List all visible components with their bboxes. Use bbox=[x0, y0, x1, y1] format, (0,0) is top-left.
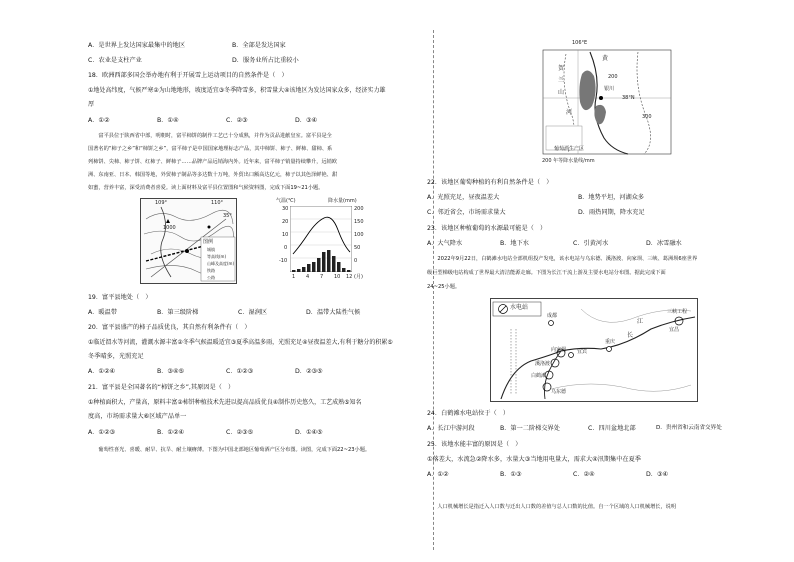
climate-chart bbox=[276, 198, 366, 284]
q18-option-b: B．①④ bbox=[157, 117, 179, 124]
climate-p-tick-4: 50 bbox=[354, 245, 361, 251]
q19-option-d: D．温带大陆性气候 bbox=[306, 309, 361, 316]
q25-option-d: D．③④ bbox=[646, 471, 669, 478]
q25-option-c: C．②④ bbox=[573, 471, 595, 478]
q20-option-b: B．③④⑤ bbox=[157, 368, 185, 375]
climate-plot bbox=[290, 206, 352, 272]
q20-option-a: A．①②④ bbox=[88, 368, 116, 375]
map2-char-river: 河 bbox=[566, 109, 573, 116]
q19-option-a: A．暖温带 bbox=[88, 309, 117, 316]
climate-month-7: 7 bbox=[320, 274, 324, 280]
q22-stem: 22．该地区葡萄种植的有利自然条件是（ ） bbox=[427, 179, 553, 186]
map1-legend-town: 城镇 bbox=[207, 247, 215, 252]
climate-precip-axis-label: 降水量(mm) bbox=[328, 198, 357, 204]
q17-option-b: B．全部是发达国家 bbox=[232, 42, 286, 49]
q20-option-c: C．①②③ bbox=[226, 368, 254, 375]
q19-option-b: B．第三级阶梯 bbox=[157, 309, 199, 316]
q22-option-b: B．地势平坦，河湖众多 bbox=[578, 194, 645, 201]
map2-char-huang: 黄 bbox=[602, 55, 609, 62]
q20-stem: 20．富平县盛产的柿子品质优良，其自然有利条件有（ ） bbox=[88, 324, 251, 331]
q25-items: ①落差大，水流急②降水多，水量大③当地用电量大，需求大④汛期集中在夏季 bbox=[427, 456, 641, 463]
fuping-location-map bbox=[140, 198, 237, 284]
map2-legend-production: 葡萄酒生产区 bbox=[554, 146, 585, 152]
map3-city-yichang: 宜昌 bbox=[669, 327, 680, 333]
map3-city-yibin: 宜宾 bbox=[577, 349, 588, 355]
map2-isoline-300: 300 bbox=[642, 114, 652, 120]
map1-legend-title: 图例 bbox=[203, 239, 214, 245]
climate-t-tick-3: 10 bbox=[282, 232, 289, 238]
q25-stem: 25．该地水能丰富的原因是（ ） bbox=[427, 441, 522, 448]
climate-t-tick-5: -10 bbox=[279, 258, 288, 264]
map2-city: 银川 bbox=[604, 86, 615, 92]
q24-option-d: D．贵州省和云南省交界处 bbox=[656, 425, 722, 431]
q19-option-c: C．湿润区 bbox=[238, 309, 268, 316]
map3-river-jiang: 江 bbox=[637, 318, 644, 325]
passage4: 人口机械增长是指迁入人口数与迁出人口数的差值与总人口数的比值。自一个区域的人口机械增长，说明 bbox=[427, 504, 677, 510]
passage1-line4: 洲、东南亚、日本、韩国等地，外贸柿子制品等多达数十万吨，外贸出口额高达亿元，柿子以其色泽鲜艳、甜 bbox=[88, 172, 338, 178]
q24-option-a: A．长江中游河段 bbox=[427, 425, 475, 432]
q20-option-d: D．②③⑤ bbox=[295, 368, 323, 375]
climate-t-tick-1: 30 bbox=[282, 206, 289, 212]
q22-option-a: A．光照充足，昼夜温差大 bbox=[427, 194, 500, 201]
map2-char-shan: 山 bbox=[558, 89, 565, 96]
map1-peak: 1000 bbox=[163, 225, 176, 231]
map2-lng: 106°E bbox=[572, 40, 588, 46]
q21-option-c: C．②③⑤ bbox=[226, 429, 254, 436]
q21-option-b: B．①②④ bbox=[157, 429, 185, 436]
passage3-line1: 2022年9月22日，白鹤滩水电站全部机组投产发电，该水电站与乌东德、溪洛渡、向家坝、三峡、葛洲坝6座世界 bbox=[427, 256, 698, 262]
q21-stem: 21．富平县是全国著名的“柿饼之乡”,其原因是（ ） bbox=[88, 384, 235, 391]
passage3-line2: 级巨型梯级电站构成了世界最大清洁能源走廊。下图为长江干流上游及主要水电站分布图。据此完成下面 bbox=[427, 270, 666, 276]
climate-month-unit: (月) bbox=[354, 274, 363, 280]
q18-option-a: A．①② bbox=[88, 117, 110, 124]
map2-char-he: 贺 bbox=[558, 65, 565, 72]
climate-p-tick-2: 150 bbox=[354, 219, 364, 225]
map3-station-xiluodu: 溪洛渡 bbox=[535, 361, 551, 367]
climate-month-12: 12 bbox=[346, 274, 353, 280]
q17-option-c: C．农业是支柱产业 bbox=[88, 57, 142, 64]
map1-lat1: 35° bbox=[223, 213, 232, 219]
map3-title: 水电站 bbox=[510, 304, 529, 311]
q21-option-a: A．①②③ bbox=[88, 429, 116, 436]
climate-p-tick-3: 100 bbox=[354, 232, 364, 238]
climate-month-10: 10 bbox=[334, 274, 341, 280]
map2-legend-isoline: 200 年等降水量线/mm bbox=[542, 158, 595, 164]
map1-legend-peak: 山峰及高度(m) bbox=[207, 261, 235, 266]
climate-t-tick-4: 0 bbox=[284, 245, 288, 251]
q23-option-b: B．地下水 bbox=[500, 240, 529, 247]
passage1-line2: 国著名的“柿子之乡”和“柿饼之乡”，富平柿子是中国国家地理标志产品，其中柿饼、柿子、鲜柿、甜柿、系 bbox=[88, 146, 333, 152]
map1-legend-rail: 铁路 bbox=[207, 268, 215, 273]
map1-lng1: 109° bbox=[155, 200, 168, 206]
map3-station-sanxia: 三峡工程 bbox=[667, 309, 688, 315]
q25-option-b: B．①③ bbox=[500, 471, 522, 478]
q23-option-c: C．引黄河水 bbox=[573, 240, 609, 247]
map2-lat: 38°N bbox=[622, 95, 635, 101]
map1-legend-road: 公路 bbox=[207, 275, 215, 280]
climate-month-1: 1 bbox=[292, 274, 296, 280]
q24-option-c: C．四川盆地北部 bbox=[588, 425, 636, 432]
climate-p-tick-5: 0 bbox=[354, 258, 358, 264]
q21-option-d: D．①④⑤ bbox=[295, 429, 323, 436]
fuping-map-drawing bbox=[141, 199, 236, 283]
q24-stem: 24．白鹤滩水电站位于（ ） bbox=[427, 410, 510, 417]
passage1-line5: 如蜜，营养丰富，深受消费者喜爱。读上面材料及富平县位置图和气候资料图，完成下面19~21小题。 bbox=[88, 185, 324, 191]
hydropower-map bbox=[490, 298, 698, 402]
passage2: 葡萄性喜光、喜暖、耐旱、抗旱、耐土壤瘠薄。下图为中国北部地区葡萄酒产区分布图。读图，完成下面22~23小题。 bbox=[88, 447, 371, 453]
q18-items: ①地处高纬度，气候严寒②为山地地形，坡度适宜③冬季降雪多，积雪量大④该地区为发达国家众多，经济实力雄 bbox=[88, 87, 386, 94]
q23-stem: 23．该地区种植葡萄的水源最可能是（ ） bbox=[427, 225, 547, 232]
map1-lng2: 110° bbox=[211, 200, 224, 206]
grape-region-map bbox=[538, 40, 678, 170]
q23-option-a: A．大气降水 bbox=[427, 240, 463, 247]
passage1-line1: 富平县位于陕西省中部，明朝时，富平柿饼的制作工艺已十分成熟，并作为贡品进献皇室。富平县是全 bbox=[88, 133, 332, 139]
map2-isoline-200: 200 bbox=[608, 74, 618, 80]
map3-city-chengdu: 成都 bbox=[547, 313, 558, 319]
climate-p-tick-1: 200 bbox=[354, 206, 364, 212]
q18-items-cont: 厚 bbox=[88, 101, 95, 108]
q22-option-c: C．邻近省会，市场需求量大 bbox=[427, 209, 506, 216]
map2-char-lan: 兰 bbox=[558, 77, 565, 84]
q21-items-cont: 度高，市场需求量大⑥区域产品单一 bbox=[88, 413, 187, 420]
q17-option-d: D．服务业所占比重较小 bbox=[232, 57, 299, 64]
q19-stem: 19．富平县地处（ ） bbox=[88, 294, 152, 301]
passage3-line3: 24~25小题。 bbox=[427, 284, 461, 290]
map3-station-wudongde: 乌东德 bbox=[551, 389, 567, 395]
map1-legend-contour: 等高线(m) bbox=[207, 254, 227, 259]
q20-items: ①临近渭水等河流，灌溉水源丰富②冬季气候温暖适宜③夏季高温多雨，光照充足④昼夜温差大,有利于糖分的积累⑤ bbox=[88, 339, 393, 346]
q24-option-b: B．第一二阶梯交界处 bbox=[500, 425, 560, 432]
climate-t-tick-2: 20 bbox=[282, 219, 289, 225]
passage1-line3: 列柿饼、尖柿、柿子饼、红柿子、鲜柿子……品牌产品远销海内外。近年来，富平柿子销量持续攀升，远销欧 bbox=[88, 159, 338, 165]
map3-city-chongqing: 重庆 bbox=[605, 339, 616, 345]
q25-option-a: A．①② bbox=[427, 471, 449, 478]
map3-station-xiangjiaba: 向家坝 bbox=[551, 347, 567, 353]
q18-option-c: C．②③ bbox=[226, 117, 248, 124]
q21-items: ①种植面积大，产量高，原料丰富②柿饼种植技术先进以提高品质优良④制作历史悠久，工艺成熟⑤知名 bbox=[88, 399, 362, 406]
climate-month-4: 4 bbox=[306, 274, 310, 280]
map3-river-chang: 长 bbox=[627, 332, 634, 339]
climate-temp-axis-label: 气温(℃) bbox=[276, 198, 296, 204]
q20-items-cont: 冬季晴多，光照充足 bbox=[88, 353, 144, 360]
q17-option-a: A．是世界上发达国家最集中的地区 bbox=[88, 42, 186, 49]
q23-option-d: D．冰雪融水 bbox=[646, 240, 682, 247]
map3-station-baihetan: 白鹤滩 bbox=[531, 373, 547, 379]
q18-stem: 18．欧洲西部多国会举办地有利于开展雪上运动项目的自然条件是（ ） bbox=[88, 72, 288, 79]
q22-option-d: D．雨热同期，降水充足 bbox=[578, 209, 645, 216]
q18-option-d: D．③④ bbox=[295, 117, 318, 124]
